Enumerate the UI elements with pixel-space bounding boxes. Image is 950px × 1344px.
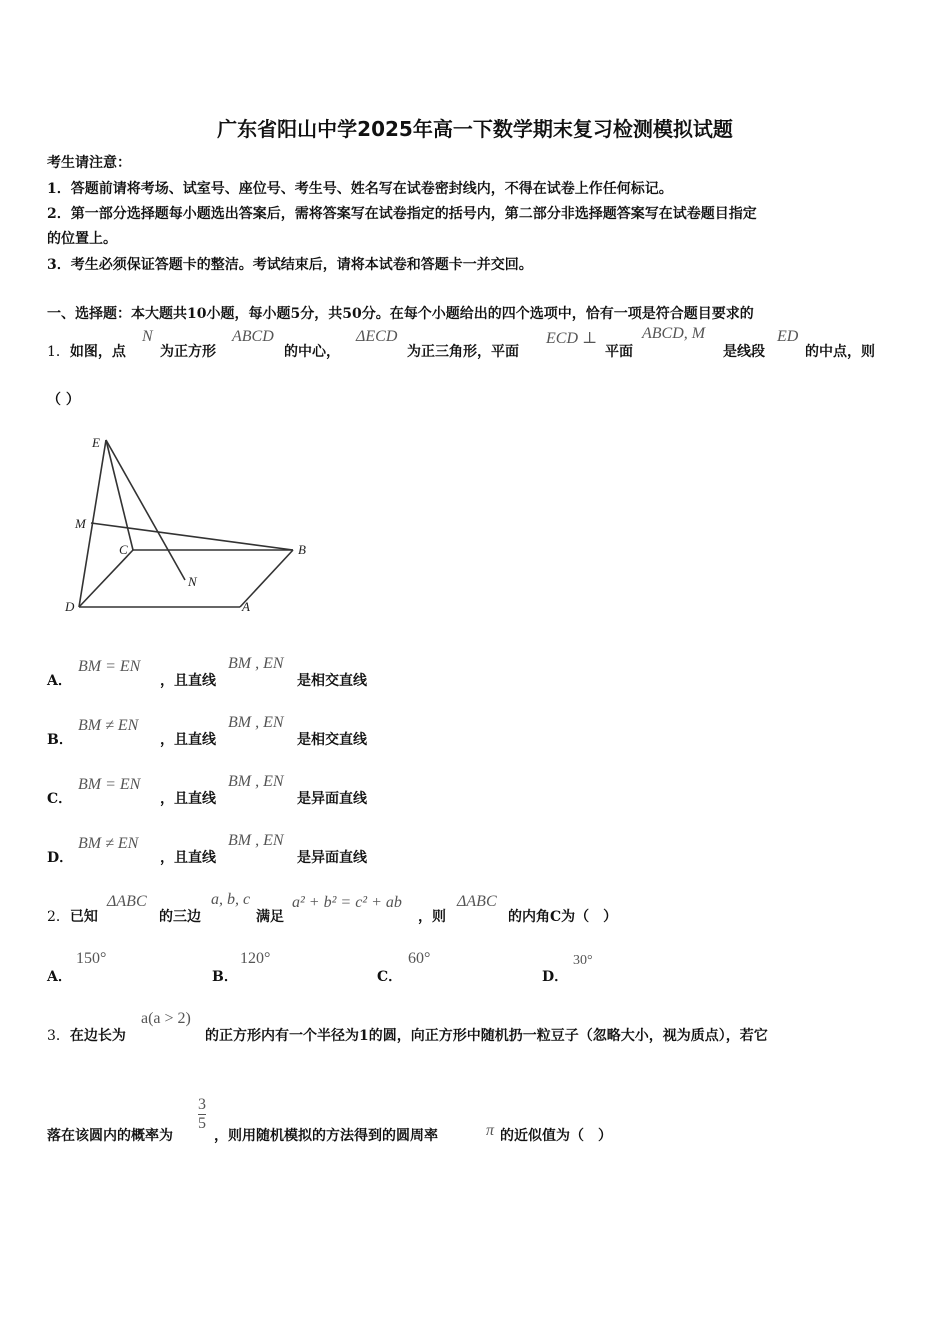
q2-option-b-letter: B．: [212, 969, 238, 985]
q1-option-d-letter: D．: [47, 850, 74, 866]
fraction-denominator: 5: [198, 1115, 206, 1132]
notice-item: 2．第一部分选择题每小题选出答案后，需将答案写在试卷指定的括号内，第二部分非选择题答案写在试卷题目指定: [47, 206, 757, 222]
q2-option-a-letter: A．: [47, 969, 72, 985]
label-m: M: [75, 516, 86, 531]
notice-heading: 考生请注意：: [47, 155, 131, 171]
q1-math-abcdm: ABCD, M: [642, 325, 706, 342]
q2-option-c-value: 60°: [408, 950, 431, 967]
q1-option-d-text: ，且直线: [160, 850, 216, 866]
label-n: N: [188, 574, 197, 589]
q3-math-pi: π: [486, 1122, 495, 1139]
q1-math-n: N: [142, 328, 153, 345]
q2-text: 满足: [256, 909, 284, 925]
q1-option-c-math2: BM , EN: [228, 773, 284, 790]
q1-option-b-text: ，且直线: [160, 732, 216, 748]
q1-option-c-text: ，且直线: [160, 791, 216, 807]
label-d: D: [65, 599, 75, 614]
label-e: E: [92, 435, 100, 450]
q2-math-abc: ΔABC: [107, 893, 147, 910]
q1-text: 1．如图，点: [47, 344, 126, 360]
q3-text: 的正方形内有一个半径为1的圆，向正方形中随机扔一粒豆子（忽略大小，视为质点），若它: [205, 1028, 768, 1044]
q3-probability-fraction: [198, 1096, 206, 1133]
fraction-numerator: 3: [198, 1096, 206, 1113]
edge-ec: [106, 440, 133, 550]
q1-option-b-text2: 是相交直线: [297, 732, 367, 748]
q1-option-d-text2: 是异面直线: [297, 850, 367, 866]
q3-text: ，则用随机模拟的方法得到的圆周率: [214, 1128, 438, 1144]
q3-math-side: a(a > 2): [141, 1010, 191, 1027]
q1-option-d-math2: BM , EN: [228, 832, 284, 849]
q2-math-sides: a, b, c: [211, 891, 251, 908]
q2-math-abc2: ΔABC: [457, 893, 497, 910]
answer-paren: （ ）: [47, 392, 80, 408]
label-c: C: [119, 542, 128, 557]
q2-text: 的内角C为（ ）: [508, 909, 618, 925]
q2-option-d-letter: D．: [542, 969, 569, 985]
notice-item: 1．答题前请将考场、试室号、座位号、考生号、姓名写在试卷密封线内，不得在试卷上作任何标记。: [47, 181, 673, 197]
q1-text: 为正方形: [160, 344, 216, 360]
q3-text: 落在该圆内的概率为: [47, 1128, 173, 1144]
q1-math-ed: ED: [777, 328, 799, 345]
q1-option-b-math: BM ≠ EN: [78, 717, 139, 734]
q1-option-a-math2: BM , EN: [228, 655, 284, 672]
q2-option-d-value: 30°: [573, 953, 593, 968]
q3-text: 的近似值为（ ）: [500, 1128, 612, 1144]
q1-option-d-math: BM ≠ EN: [78, 835, 139, 852]
q3-text: 3．在边长为: [47, 1028, 126, 1044]
q1-option-a-math: BM = EN: [78, 658, 141, 675]
q2-text: 的三边: [159, 909, 201, 925]
page-title: 广东省阳山中学2025年高一下数学期末复习检测模拟试题: [217, 117, 733, 141]
edge-en: [106, 440, 185, 580]
q2-text: 2．已知: [47, 909, 98, 925]
label-b: B: [298, 542, 306, 557]
q1-text: 的中心，: [284, 344, 340, 360]
q1-text: 的中点，则: [805, 344, 875, 360]
q2-option-a-value: 150°: [76, 950, 107, 967]
q1-math-perp: ECD ⊥: [546, 330, 598, 347]
section-heading: 一、选择题：本大题共10小题，每小题5分，共50分。在每个小题给出的四个选项中，恰有一项是符合题目要求的: [47, 306, 754, 322]
q1-math-ecd: ΔECD: [356, 328, 398, 345]
q1-text: 为正三角形，平面: [407, 344, 519, 360]
q1-option-b-letter: B．: [47, 732, 73, 748]
q1-figure: [55, 425, 325, 620]
q1-option-a-text: ，且直线: [160, 673, 216, 689]
q2-text: ，则: [418, 909, 446, 925]
q1-option-b-math2: BM , EN: [228, 714, 284, 731]
q1-option-c-math: BM = EN: [78, 776, 141, 793]
notice-item: 的位置上。: [47, 231, 117, 247]
q1-option-a-letter: A．: [47, 673, 72, 689]
q2-option-c-letter: C．: [377, 969, 403, 985]
q1-option-c-text2: 是异面直线: [297, 791, 367, 807]
q1-math-abcd: ABCD: [232, 328, 274, 345]
label-a: A: [242, 599, 250, 614]
notice-item: 3．考生必须保证答题卡的整洁。考试结束后，请将本试卷和答题卡一并交回。: [47, 257, 533, 273]
q2-math-equation: a² + b² = c² + ab: [292, 894, 402, 911]
q1-option-a-text2: 是相交直线: [297, 673, 367, 689]
q2-option-b-value: 120°: [240, 950, 271, 967]
q1-option-c-letter: C．: [47, 791, 73, 807]
q1-text: 是线段: [723, 344, 765, 360]
q1-text: 平面: [605, 344, 633, 360]
